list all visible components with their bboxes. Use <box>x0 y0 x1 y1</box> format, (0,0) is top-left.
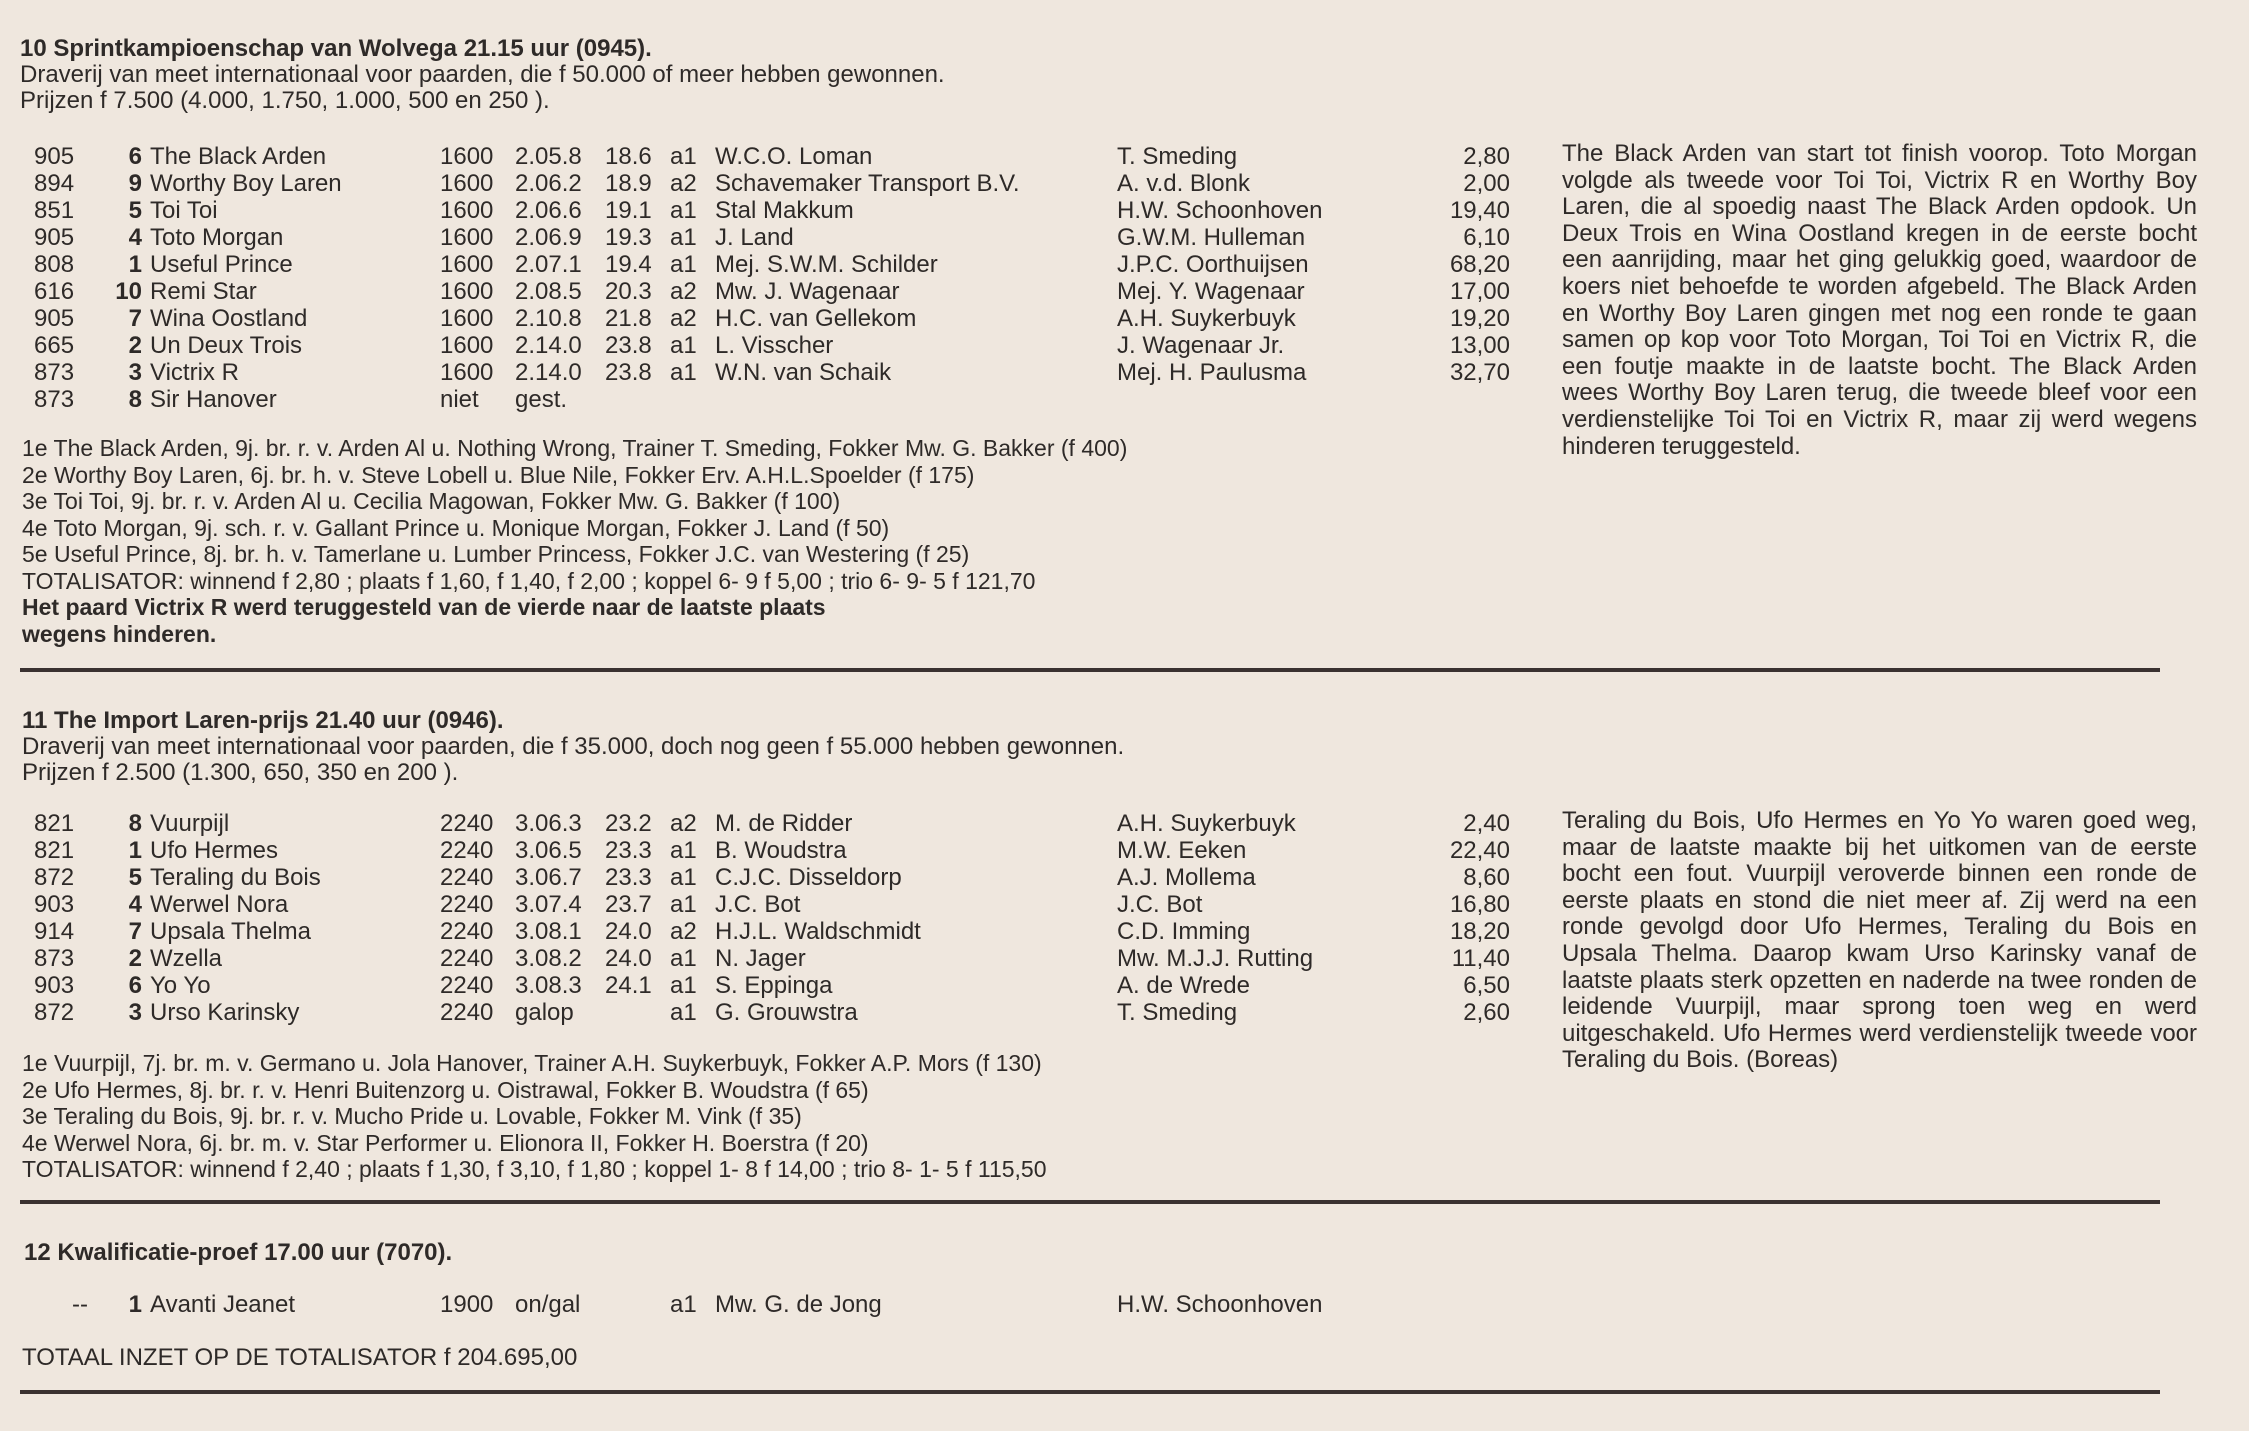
entry-number: 873 <box>34 945 75 972</box>
km-time: 19.4 <box>605 251 652 278</box>
odds: 2,60 <box>1463 999 1510 1026</box>
entry-number: 616 <box>34 278 75 305</box>
distance: 1600 <box>440 143 494 170</box>
distance: 2240 <box>440 918 494 945</box>
distance: 2240 <box>440 999 494 1026</box>
start-number: 2 <box>128 945 142 972</box>
owner: C.J.C. Disseldorp <box>715 864 902 891</box>
km-time: 24.0 <box>605 918 652 945</box>
entry-number: 894 <box>34 170 75 197</box>
horse-name: Wina Oostland <box>150 305 308 332</box>
result-line: 4e Werwel Nora, 6j. br. m. v. Star Performer u. Elionora II, Fokker H. Boerstra (f 20) <box>22 1129 869 1156</box>
owner: N. Jager <box>715 945 806 972</box>
odds: 32,70 <box>1449 359 1510 386</box>
odds: 19,20 <box>1449 305 1510 332</box>
horse-name: The Black Arden <box>150 143 327 170</box>
class: a1 <box>670 864 697 891</box>
class: a1 <box>670 999 697 1026</box>
race11-prizes: Prijzen f 2.500 (1.300, 650, 350 en 200 ). <box>22 759 459 786</box>
horse-name: Un Deux Trois <box>150 332 303 359</box>
time: 3.06.5 <box>515 837 582 864</box>
driver: H.W. Schoonhoven <box>1117 197 1323 224</box>
class: a1 <box>670 972 697 999</box>
odds: 18,20 <box>1449 918 1510 945</box>
distance: 1600 <box>440 251 494 278</box>
result-line: 4e Toto Morgan, 9j. sch. r. v. Gallant Prince u. Monique Morgan, Fokker J. Land (f 50) <box>22 514 890 541</box>
entry-number: 872 <box>34 999 75 1026</box>
time: 3.08.2 <box>515 945 582 972</box>
distance: 1600 <box>440 170 494 197</box>
entry-number: 905 <box>34 224 75 251</box>
time: 3.07.4 <box>515 891 582 918</box>
result-line: 3e Teraling du Bois, 9j. br. r. v. Mucho Pride u. Lovable, Fokker M. Vink (f 35) <box>22 1103 802 1129</box>
section-divider <box>20 1200 2160 1204</box>
entry-number: -- <box>72 1291 88 1318</box>
odds: 6,50 <box>1463 972 1510 999</box>
class: a1 <box>670 143 697 170</box>
start-number: 3 <box>128 999 142 1026</box>
km-time: 21.8 <box>605 305 652 332</box>
driver: A.H. Suykerbuyk <box>1117 305 1296 332</box>
time: 2.14.0 <box>515 332 582 359</box>
time: 2.06.9 <box>515 224 582 251</box>
class: a1 <box>670 359 697 386</box>
odds: 2,80 <box>1463 143 1510 170</box>
distance: 2240 <box>440 837 494 864</box>
owner: Mw. J. Wagenaar <box>715 278 900 305</box>
start-number: 1 <box>128 1291 142 1318</box>
start-number: 7 <box>128 305 142 332</box>
driver: A.J. Mollema <box>1117 864 1256 891</box>
distance: 2240 <box>440 810 494 837</box>
km-time: 23.2 <box>605 810 652 837</box>
odds: 2,00 <box>1463 170 1510 197</box>
time: 3.06.7 <box>515 864 582 891</box>
time: 3.08.3 <box>515 972 582 999</box>
race10-conditions: Draverij van meet internationaal voor paarden, die f 50.000 of meer hebben gewonnen. <box>20 61 945 88</box>
start-number: 6 <box>128 972 142 999</box>
totalisator-line: TOTALISATOR: winnend f 2,80 ; plaats f 1,60, f 1,40, f 2,00 ; koppel 6- 9 f 5,00 ; trio 6- 9- 5 f 121,70 <box>22 567 1036 594</box>
owner: G. Grouwstra <box>715 999 858 1026</box>
entry-number: 821 <box>34 810 75 837</box>
start-number: 1 <box>128 837 142 864</box>
horse-name: Yo Yo <box>150 972 211 999</box>
class: a2 <box>670 170 697 197</box>
section-divider <box>20 668 2160 672</box>
time: 2.07.1 <box>515 251 582 278</box>
class: a1 <box>670 1291 697 1318</box>
class: a1 <box>670 197 697 224</box>
owner: H.J.L. Waldschmidt <box>715 918 921 945</box>
driver: A.H. Suykerbuyk <box>1117 810 1296 837</box>
start-number: 6 <box>128 143 142 170</box>
driver: Mw. M.J.J. Rutting <box>1117 945 1314 972</box>
km-time: 23.3 <box>605 864 652 891</box>
start-number: 9 <box>128 170 142 197</box>
entry-number: 821 <box>34 837 75 864</box>
owner: Stal Makkum <box>715 197 854 224</box>
owner: Mej. S.W.M. Schilder <box>715 251 938 278</box>
driver: M.W. Eeken <box>1117 837 1247 864</box>
race10-results <box>22 435 1127 647</box>
time: 2.06.6 <box>515 197 582 224</box>
horse-name: Teraling du Bois <box>150 864 321 891</box>
owner: W.C.O. Loman <box>715 143 873 170</box>
horse-name: Useful Prince <box>150 251 293 278</box>
horse-name: Urso Karinsky <box>150 999 300 1026</box>
time: 3.06.3 <box>515 810 582 837</box>
start-number: 8 <box>128 810 142 837</box>
result-line: 2e Ufo Hermes, 8j. br. r. v. Henri Buitenzorg u. Oistrawal, Fokker B. Woudstra (f 65) <box>22 1076 869 1103</box>
horse-name: Avanti Jeanet <box>150 1291 295 1318</box>
driver: C.D. Imming <box>1117 918 1251 945</box>
owner: J.C. Bot <box>715 891 801 918</box>
class: a1 <box>670 891 697 918</box>
race10-title: 10 Sprintkampioenschap van Wolvega 21.15 uur (0945). <box>20 35 652 62</box>
distance: 1900 <box>440 1291 494 1318</box>
total-bets: TOTAAL INZET OP DE TOTALISATOR f 204.695,00 <box>22 1344 578 1371</box>
horse-name: Toto Morgan <box>150 224 284 251</box>
class: a2 <box>670 278 697 305</box>
owner: S. Eppinga <box>715 972 833 999</box>
start-number: 8 <box>128 386 142 413</box>
odds: 13,00 <box>1449 332 1510 359</box>
result-line: 2e Worthy Boy Laren, 6j. br. h. v. Steve Lobell u. Blue Nile, Fokker Erv. A.H.L.Spoelder (f 175) <box>22 461 975 488</box>
odds: 22,40 <box>1449 837 1510 864</box>
km-time: 18.9 <box>605 170 652 197</box>
odds: 68,20 <box>1449 251 1510 278</box>
time: 2.05.8 <box>515 143 582 170</box>
distance: 1600 <box>440 359 494 386</box>
km-time: 24.0 <box>605 945 652 972</box>
start-number: 7 <box>128 918 142 945</box>
horse-name: Upsala Thelma <box>150 918 311 945</box>
time: galop <box>515 999 574 1026</box>
penalty-note: wegens hinderen. <box>22 620 217 647</box>
result-line: 1e The Black Arden, 9j. br. r. v. Arden Al u. Nothing Wrong, Trainer T. Smeding, Fokker Mw. G. Bakker (f 400) <box>22 435 1128 461</box>
km-time: 23.3 <box>605 837 652 864</box>
penalty-note: Het paard Victrix R werd teruggesteld van de vierde naar de laatste plaats <box>22 594 826 620</box>
result-line: 5e Useful Prince, 8j. br. h. v. Tamerlane u. Lumber Princess, Fokker J.C. van Westering (f 25) <box>22 541 970 567</box>
distance: 2240 <box>440 972 494 999</box>
horse-name: Werwel Nora <box>150 891 289 918</box>
start-number: 5 <box>128 197 142 224</box>
start-number: 2 <box>128 332 142 359</box>
driver: A. de Wrede <box>1117 972 1250 999</box>
distance: 1600 <box>440 224 494 251</box>
owner: H.C. van Gellekom <box>715 305 917 332</box>
driver: H.W. Schoonhoven <box>1117 1291 1323 1318</box>
entry-number: 914 <box>34 918 75 945</box>
class: a1 <box>670 837 697 864</box>
race11-conditions: Draverij van meet internationaal voor paarden, die f 35.000, doch nog geen f 55.000 hebben gewonnen. <box>22 733 1125 760</box>
entry-number: 873 <box>34 386 75 413</box>
owner: L. Visscher <box>715 332 834 359</box>
horse-name: Wzella <box>150 945 223 972</box>
start-number: 5 <box>128 864 142 891</box>
driver: T. Smeding <box>1117 143 1238 170</box>
horse-name: Worthy Boy Laren <box>150 170 342 197</box>
owner: B. Woudstra <box>715 837 847 864</box>
distance: 2240 <box>440 891 494 918</box>
driver: J.C. Bot <box>1117 891 1203 918</box>
odds: 17,00 <box>1449 278 1510 305</box>
entry-number: 665 <box>34 332 75 359</box>
odds: 19,40 <box>1449 197 1510 224</box>
entry-number: 851 <box>34 197 75 224</box>
km-time: 19.3 <box>605 224 652 251</box>
race11-title: 11 The Import Laren-prijs 21.40 uur (0946). <box>22 707 504 734</box>
result-line: 3e Toi Toi, 9j. br. r. v. Arden Al u. Cecilia Magowan, Fokker Mw. G. Bakker (f 100) <box>22 488 841 514</box>
horse-name: Sir Hanover <box>150 386 277 413</box>
class: a1 <box>670 945 697 972</box>
time: 2.08.5 <box>515 278 582 305</box>
owner: J. Land <box>715 224 794 251</box>
odds: 6,10 <box>1463 224 1510 251</box>
start-number: 1 <box>128 251 142 278</box>
distance: 2240 <box>440 945 494 972</box>
class: a1 <box>670 224 697 251</box>
time: gest. <box>515 386 568 413</box>
totalisator-line: TOTALISATOR: winnend f 2,40 ; plaats f 1,30, f 3,10, f 1,80 ; koppel 1- 8 f 14,00 ; trio 8- 1- 5 f 115,50 <box>22 1156 1047 1182</box>
class: a1 <box>670 251 697 278</box>
section-divider <box>20 1390 2160 1394</box>
time: 2.10.8 <box>515 305 582 332</box>
result-line: 1e Vuurpijl, 7j. br. m. v. Germano u. Jola Hanover, Trainer A.H. Suykerbuyk, Fokker A.P. Mors (f 130) <box>22 1050 1042 1076</box>
entry-number: 905 <box>34 143 75 170</box>
time: on/gal <box>515 1291 581 1318</box>
entry-number: 905 <box>34 305 75 332</box>
entry-number: 808 <box>34 251 75 278</box>
class: a2 <box>670 305 697 332</box>
time: 2.14.0 <box>515 359 582 386</box>
km-time: 24.1 <box>605 972 652 999</box>
time: 2.06.2 <box>515 170 582 197</box>
entry-number: 872 <box>34 864 75 891</box>
class: a2 <box>670 918 697 945</box>
entry-number: 873 <box>34 359 75 386</box>
horse-name: Vuurpijl <box>150 810 230 837</box>
driver: J. Wagenaar Jr. <box>1117 332 1285 359</box>
start-number: 4 <box>128 224 142 251</box>
owner: Mw. G. de Jong <box>715 1291 882 1318</box>
time: 3.08.1 <box>515 918 582 945</box>
class: a2 <box>670 810 697 837</box>
distance: niet <box>440 386 479 413</box>
start-number: 4 <box>128 891 142 918</box>
race11-report: Teraling du Bois, Ufo Hermes en Yo Yo waren goed weg, maar de laatste maakte bij het uitkomen van de eerste bocht een fout. Vuurpijl veroverde binnen een ronde de eerste plaats en stond die niet meer af. Zij werd na een ronde gevolgd door Ufo Hermes, Teraling du Bois en Upsala Thelma. Daarop kwam Urso Karinsky vanaf de laatste plaats sterk opzetten en naderde na twee ronden de leidende Vuurpijl, maar sprong toen weg en werd uitgeschakeld. Ufo Hermes werd verdienstelijk tweede voor Teraling du Bois. (Boreas) <box>1562 807 2197 1074</box>
driver: Mej. H. Paulusma <box>1117 359 1307 386</box>
owner: W.N. van Schaik <box>715 359 892 386</box>
km-time: 18.6 <box>605 143 652 170</box>
odds: 2,40 <box>1463 810 1510 837</box>
horse-name: Remi Star <box>150 278 257 305</box>
odds: 8,60 <box>1463 864 1510 891</box>
race11-results <box>22 1050 1047 1183</box>
race10-report: The Black Arden van start tot finish voorop. Toto Morgan volgde als tweede voor Toi Toi, Victrix R en Worthy Boy Laren, die al spoedig naast The Black Arden opdook. Un Deux Trois en Wina Oostland kregen in de eerste bocht een aanrijding, maar het ging gelukkig goed, waardoor de koers niet behoefde te worden afgebeld. The Black Arden en Worthy Boy Laren gingen met nog een ronde te gaan samen op kop voor Toto Morgan, Toi Toi en Victrix R, die een foutje maakte in de laatste bocht. The Black Arden wees Worthy Boy Laren terug, die tweede bleef voor een verdienstelijke Toi Toi en Victrix R, maar zij werd wegens hinderen teruggesteld. <box>1562 140 2197 460</box>
horse-name: Ufo Hermes <box>150 837 279 864</box>
distance: 1600 <box>440 305 494 332</box>
class: a1 <box>670 332 697 359</box>
driver: G.W.M. Hulleman <box>1117 224 1306 251</box>
driver: A. v.d. Blonk <box>1117 170 1250 197</box>
distance: 2240 <box>440 864 494 891</box>
entry-number: 903 <box>34 891 75 918</box>
horse-name: Toi Toi <box>150 197 218 224</box>
horse-name: Victrix R <box>150 359 239 386</box>
owner: M. de Ridder <box>715 810 853 837</box>
km-time: 20.3 <box>605 278 652 305</box>
start-number: 10 <box>115 278 142 305</box>
start-number: 3 <box>128 359 142 386</box>
odds: 11,40 <box>1451 945 1510 972</box>
km-time: 19.1 <box>605 197 652 224</box>
km-time: 23.8 <box>605 332 652 359</box>
driver: J.P.C. Oorthuijsen <box>1117 251 1309 278</box>
owner: Schavemaker Transport B.V. <box>715 170 1020 197</box>
distance: 1600 <box>440 197 494 224</box>
km-time: 23.7 <box>605 891 652 918</box>
odds: 16,80 <box>1449 891 1510 918</box>
race10-prizes: Prijzen f 7.500 (4.000, 1.750, 1.000, 500 en 250 ). <box>20 87 550 114</box>
distance: 1600 <box>440 332 494 359</box>
driver: T. Smeding <box>1117 999 1238 1026</box>
distance: 1600 <box>440 278 494 305</box>
race12-title: 12 Kwalificatie-proef 17.00 uur (7070). <box>24 1239 453 1266</box>
entry-number: 903 <box>34 972 75 999</box>
km-time: 23.8 <box>605 359 652 386</box>
driver: Mej. Y. Wagenaar <box>1117 278 1305 305</box>
